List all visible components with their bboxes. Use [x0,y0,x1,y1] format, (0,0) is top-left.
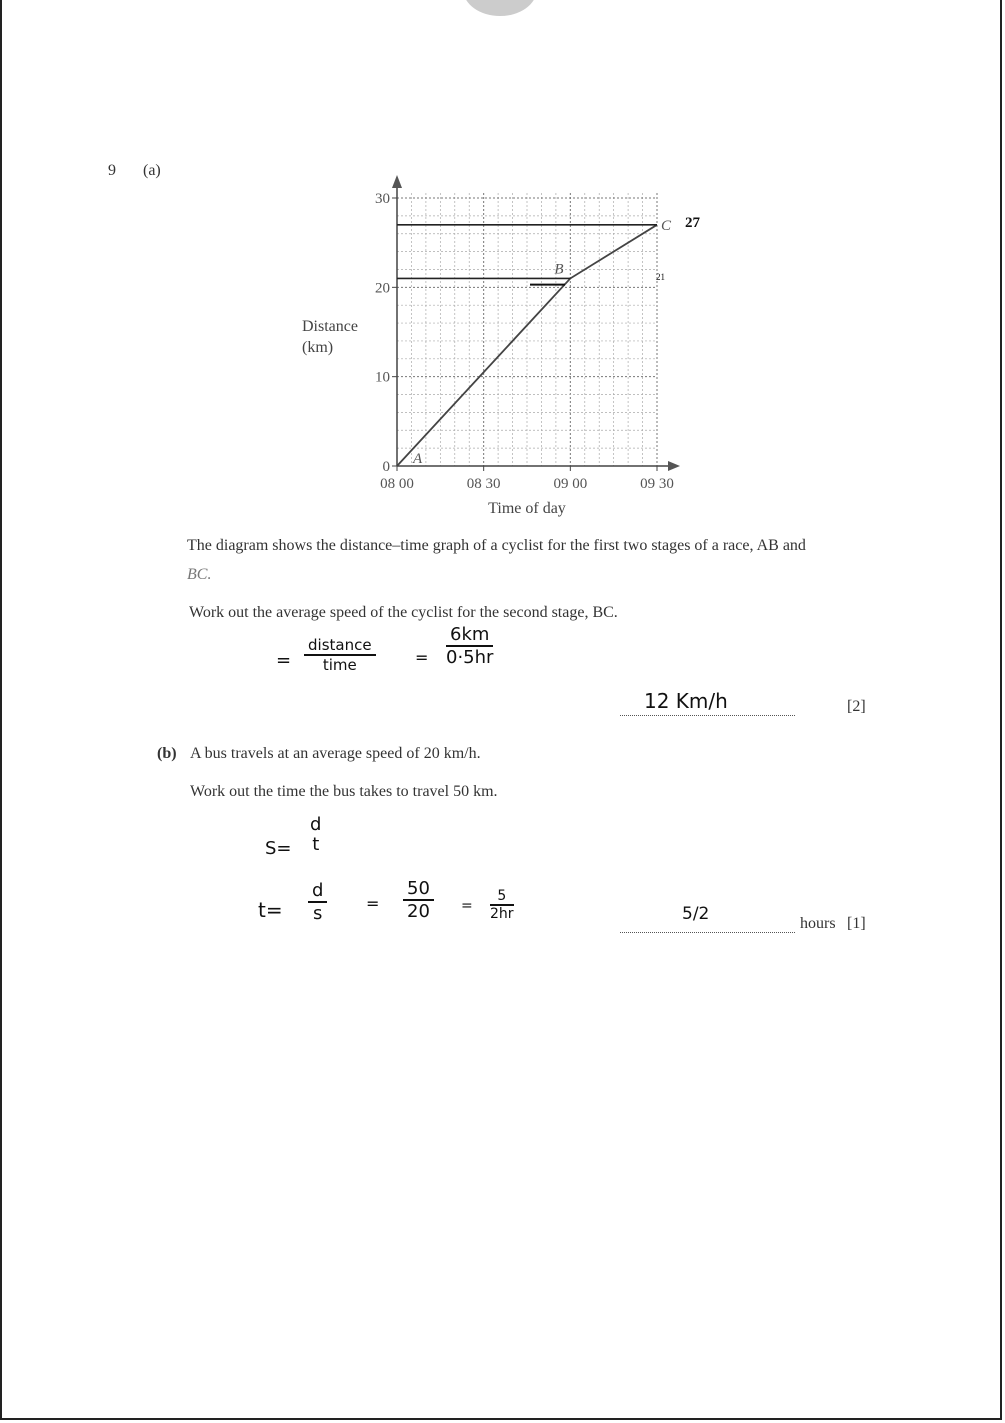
y-tick-label: 20 [375,280,390,297]
part-b-instruction: Work out the time the bus takes to travel 50 km. [190,783,498,800]
part-b-text: A bus travels at an average speed of 20 km/h. [190,745,481,762]
hw-fraction-d-over-s [308,880,327,924]
part-b-label: (b) [157,745,177,762]
hw-t-equals: t= [258,898,283,922]
answer-line-a[interactable] [620,689,795,716]
handwritten-c-value: 27 [685,215,700,231]
hw-s-equals: S= [265,838,292,859]
distance-time-graph [0,0,1005,530]
hw-fraction-d-over-t [306,815,325,855]
y-tick-label: 30 [375,191,390,207]
handwritten-b-value: 21 [656,272,665,282]
hw-numerator: 6km [446,624,493,647]
hw-equals-3: = [366,894,380,913]
hw-numerator: 5 [490,888,514,906]
answer-b-unit: hours [800,915,836,932]
y-axis-label-line1: Distance [302,318,358,335]
marks-a: [2] [847,698,866,715]
marks-b: [1] [847,915,866,932]
hw-denominator: s [313,903,323,924]
part-a-text-line2: BC. [187,566,212,583]
tick-labels [375,191,674,492]
hw-numerator: distance [304,636,376,656]
hw-equals-2: = [415,648,429,667]
part-a-label: (a) [143,162,161,179]
answer-line-b[interactable] [620,904,795,933]
hw-denominator: 2hr [490,906,514,922]
y-axis-label-line2: (km) [302,339,334,356]
hw-denominator: 0·5hr [446,647,494,668]
y-axis-arrow-icon [392,175,402,188]
question-number: 9 [108,162,116,179]
answer-a: 12 Km/h [644,689,728,713]
x-tick-label: 08 30 [466,476,501,492]
x-axis-arrow-icon [668,461,680,471]
y-tick-label: 10 [375,369,390,386]
hw-fraction-50-over-20 [403,878,434,922]
point-label-b: B [554,261,564,278]
answer-b: 5/2 [682,904,710,924]
x-tick-label: 09 00 [553,476,588,492]
hw-fraction-5-over-2hr [490,888,514,922]
x-tick-label: 09 30 [640,476,674,492]
hw-equals-4: = [461,898,473,914]
hw-numerator: 50 [403,878,434,901]
hw-fraction-6km-0.5hr [446,624,493,668]
hw-numerator: d [310,814,322,835]
hw-numerator: d [308,880,327,903]
hw-equals-1: = [276,650,292,671]
axes [392,175,680,471]
point-label-c: C [661,217,672,234]
x-tick-label: 08 00 [380,476,414,492]
y-tick-label: 0 [382,459,390,475]
point-label-a: A [413,451,423,467]
hw-denominator: 20 [407,901,430,922]
part-a-text-line1: The diagram shows the distance–time graph of a cyclist for the first two stages of a race, AB and [187,537,806,554]
hw-denominator: t [312,834,320,855]
x-axis-label: Time of day [488,500,566,517]
hw-fraction-distance-time [304,636,376,674]
hw-denominator: time [322,656,357,674]
part-a-instruction: Work out the average speed of the cyclist for the second stage, BC. [189,604,618,621]
series [397,218,672,467]
